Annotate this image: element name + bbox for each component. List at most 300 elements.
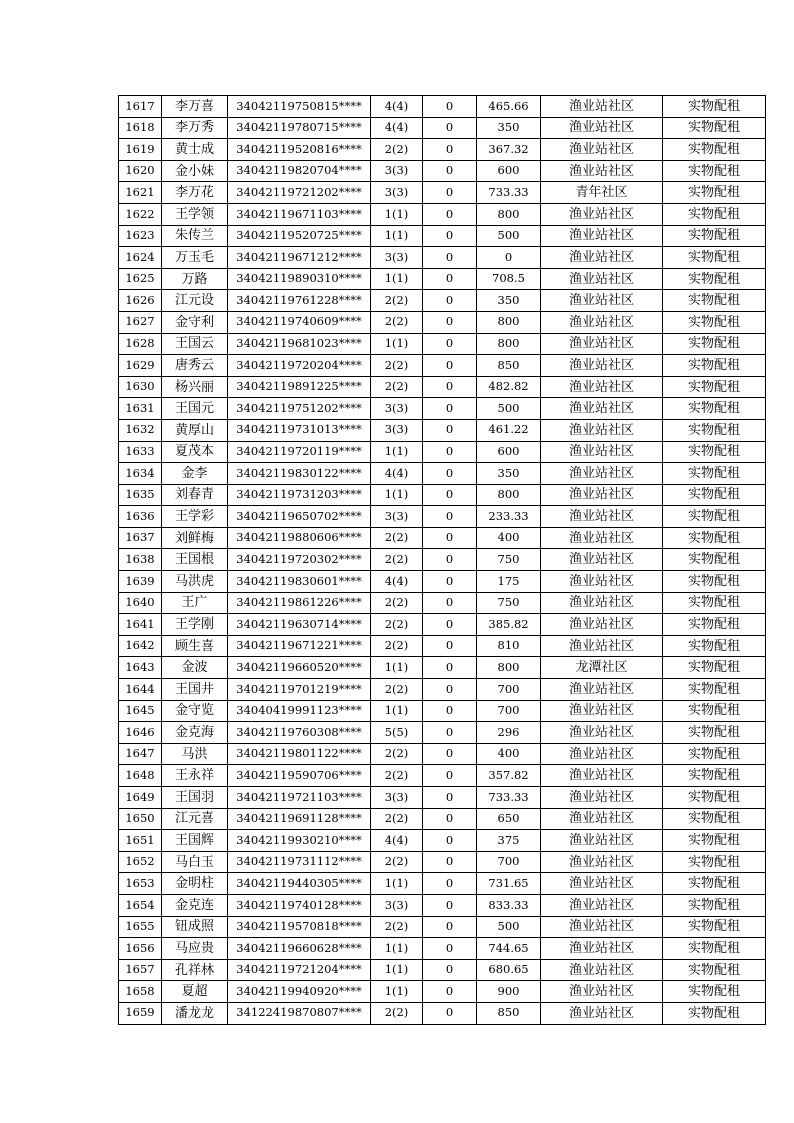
assistance-type-cell: 实物配租 xyxy=(663,1002,766,1024)
community-cell: 渔业站社区 xyxy=(541,203,663,225)
household-size-cell: 3(3) xyxy=(371,247,423,269)
serial-number-cell: 1641 xyxy=(119,614,162,636)
community-cell: 渔业站社区 xyxy=(541,635,663,657)
community-cell: 渔业站社区 xyxy=(541,549,663,571)
amount-cell: 500 xyxy=(477,225,541,247)
zero-value-cell: 0 xyxy=(423,614,477,636)
roster-body xyxy=(119,96,766,1025)
assistance-type-cell: 实物配租 xyxy=(663,527,766,549)
id-number-cell: 34042119660628**** xyxy=(228,938,371,960)
serial-number-cell: 1634 xyxy=(119,463,162,485)
household-size-cell: 1(1) xyxy=(371,938,423,960)
name-cell: 王国辉 xyxy=(162,830,228,852)
serial-number-cell: 1642 xyxy=(119,635,162,657)
name-cell: 金波 xyxy=(162,657,228,679)
serial-number-cell: 1654 xyxy=(119,894,162,916)
serial-number-cell: 1652 xyxy=(119,851,162,873)
table-row xyxy=(119,873,766,895)
zero-value-cell: 0 xyxy=(423,916,477,938)
table-row xyxy=(119,549,766,571)
amount-cell: 350 xyxy=(477,117,541,139)
household-size-cell: 4(4) xyxy=(371,463,423,485)
zero-value-cell: 0 xyxy=(423,268,477,290)
serial-number-cell: 1658 xyxy=(119,981,162,1003)
name-cell: 王国井 xyxy=(162,679,228,701)
table-row xyxy=(119,592,766,614)
household-size-cell: 1(1) xyxy=(371,268,423,290)
amount-cell: 800 xyxy=(477,203,541,225)
assistance-type-cell: 实物配租 xyxy=(663,938,766,960)
id-number-cell: 34042119760308**** xyxy=(228,722,371,744)
zero-value-cell: 0 xyxy=(423,376,477,398)
id-number-cell: 34042119801122**** xyxy=(228,743,371,765)
id-number-cell: 34042119650702**** xyxy=(228,506,371,528)
household-size-cell: 1(1) xyxy=(371,700,423,722)
id-number-cell: 34042119761228**** xyxy=(228,290,371,312)
community-cell: 青年社区 xyxy=(541,182,663,204)
id-number-cell: 34122419870807**** xyxy=(228,1002,371,1024)
id-number-cell: 34042119731013**** xyxy=(228,419,371,441)
household-size-cell: 3(3) xyxy=(371,398,423,420)
name-cell: 李万花 xyxy=(162,182,228,204)
assistance-type-cell: 实物配租 xyxy=(663,139,766,161)
amount-cell: 175 xyxy=(477,571,541,593)
name-cell: 王永祥 xyxy=(162,765,228,787)
community-cell: 渔业站社区 xyxy=(541,679,663,701)
household-size-cell: 2(2) xyxy=(371,527,423,549)
community-cell: 渔业站社区 xyxy=(541,247,663,269)
table-row xyxy=(119,916,766,938)
zero-value-cell: 0 xyxy=(423,830,477,852)
zero-value-cell: 0 xyxy=(423,117,477,139)
id-number-cell: 34042119660520**** xyxy=(228,657,371,679)
serial-number-cell: 1643 xyxy=(119,657,162,679)
zero-value-cell: 0 xyxy=(423,679,477,701)
assistance-type-cell: 实物配租 xyxy=(663,247,766,269)
amount-cell: 744.65 xyxy=(477,938,541,960)
id-number-cell: 34042119880606**** xyxy=(228,527,371,549)
amount-cell: 500 xyxy=(477,398,541,420)
name-cell: 钮成照 xyxy=(162,916,228,938)
serial-number-cell: 1644 xyxy=(119,679,162,701)
assistance-type-cell: 实物配租 xyxy=(663,981,766,1003)
table-row xyxy=(119,160,766,182)
name-cell: 王国云 xyxy=(162,333,228,355)
amount-cell: 375 xyxy=(477,830,541,852)
zero-value-cell: 0 xyxy=(423,441,477,463)
id-number-cell: 34042119731112**** xyxy=(228,851,371,873)
name-cell: 金克连 xyxy=(162,894,228,916)
community-cell: 渔业站社区 xyxy=(541,268,663,290)
assistance-type-cell: 实物配租 xyxy=(663,679,766,701)
zero-value-cell: 0 xyxy=(423,700,477,722)
table-row xyxy=(119,311,766,333)
household-size-cell: 5(5) xyxy=(371,722,423,744)
community-cell: 渔业站社区 xyxy=(541,873,663,895)
id-number-cell: 34042119740128**** xyxy=(228,894,371,916)
housing-roster-table xyxy=(118,95,766,1025)
serial-number-cell: 1617 xyxy=(119,96,162,118)
amount-cell: 800 xyxy=(477,333,541,355)
community-cell: 渔业站社区 xyxy=(541,463,663,485)
name-cell: 马洪虎 xyxy=(162,571,228,593)
name-cell: 江元设 xyxy=(162,290,228,312)
serial-number-cell: 1655 xyxy=(119,916,162,938)
assistance-type-cell: 实物配租 xyxy=(663,160,766,182)
amount-cell: 400 xyxy=(477,743,541,765)
serial-number-cell: 1626 xyxy=(119,290,162,312)
name-cell: 马应贵 xyxy=(162,938,228,960)
household-size-cell: 1(1) xyxy=(371,484,423,506)
amount-cell: 800 xyxy=(477,657,541,679)
id-number-cell: 34042119830601**** xyxy=(228,571,371,593)
table-row xyxy=(119,182,766,204)
serial-number-cell: 1622 xyxy=(119,203,162,225)
community-cell: 渔业站社区 xyxy=(541,96,663,118)
id-number-cell: 34040419991123**** xyxy=(228,700,371,722)
table-row xyxy=(119,743,766,765)
community-cell: 渔业站社区 xyxy=(541,830,663,852)
serial-number-cell: 1621 xyxy=(119,182,162,204)
assistance-type-cell: 实物配租 xyxy=(663,484,766,506)
serial-number-cell: 1629 xyxy=(119,355,162,377)
table-row xyxy=(119,290,766,312)
zero-value-cell: 0 xyxy=(423,851,477,873)
community-cell: 渔业站社区 xyxy=(541,484,663,506)
serial-number-cell: 1619 xyxy=(119,139,162,161)
household-size-cell: 2(2) xyxy=(371,290,423,312)
assistance-type-cell: 实物配租 xyxy=(663,722,766,744)
id-number-cell: 34042119740609**** xyxy=(228,311,371,333)
assistance-type-cell: 实物配租 xyxy=(663,549,766,571)
name-cell: 孔祥林 xyxy=(162,959,228,981)
table-row xyxy=(119,268,766,290)
amount-cell: 600 xyxy=(477,160,541,182)
zero-value-cell: 0 xyxy=(423,787,477,809)
community-cell: 渔业站社区 xyxy=(541,614,663,636)
id-number-cell: 34042119630714**** xyxy=(228,614,371,636)
table-row xyxy=(119,722,766,744)
name-cell: 金小妹 xyxy=(162,160,228,182)
assistance-type-cell: 实物配租 xyxy=(663,571,766,593)
serial-number-cell: 1624 xyxy=(119,247,162,269)
table-row xyxy=(119,614,766,636)
id-number-cell: 34042119721202**** xyxy=(228,182,371,204)
name-cell: 王国元 xyxy=(162,398,228,420)
table-row xyxy=(119,787,766,809)
amount-cell: 900 xyxy=(477,981,541,1003)
serial-number-cell: 1647 xyxy=(119,743,162,765)
name-cell: 王国羽 xyxy=(162,787,228,809)
name-cell: 刘鲜梅 xyxy=(162,527,228,549)
name-cell: 李万秀 xyxy=(162,117,228,139)
name-cell: 唐秀云 xyxy=(162,355,228,377)
assistance-type-cell: 实物配租 xyxy=(663,419,766,441)
zero-value-cell: 0 xyxy=(423,182,477,204)
amount-cell: 833.33 xyxy=(477,894,541,916)
name-cell: 万路 xyxy=(162,268,228,290)
household-size-cell: 4(4) xyxy=(371,830,423,852)
name-cell: 李万喜 xyxy=(162,96,228,118)
household-size-cell: 4(4) xyxy=(371,96,423,118)
serial-number-cell: 1636 xyxy=(119,506,162,528)
table-row xyxy=(119,959,766,981)
amount-cell: 810 xyxy=(477,635,541,657)
table-row xyxy=(119,1002,766,1024)
amount-cell: 700 xyxy=(477,679,541,701)
table-row xyxy=(119,484,766,506)
community-cell: 渔业站社区 xyxy=(541,981,663,1003)
assistance-type-cell: 实物配租 xyxy=(663,873,766,895)
zero-value-cell: 0 xyxy=(423,981,477,1003)
table-row xyxy=(119,571,766,593)
household-size-cell: 1(1) xyxy=(371,981,423,1003)
name-cell: 王广 xyxy=(162,592,228,614)
amount-cell: 600 xyxy=(477,441,541,463)
household-size-cell: 3(3) xyxy=(371,787,423,809)
community-cell: 渔业站社区 xyxy=(541,851,663,873)
zero-value-cell: 0 xyxy=(423,527,477,549)
zero-value-cell: 0 xyxy=(423,959,477,981)
zero-value-cell: 0 xyxy=(423,1002,477,1024)
zero-value-cell: 0 xyxy=(423,160,477,182)
community-cell: 龙潭社区 xyxy=(541,657,663,679)
community-cell: 渔业站社区 xyxy=(541,376,663,398)
assistance-type-cell: 实物配租 xyxy=(663,635,766,657)
id-number-cell: 34042119940920**** xyxy=(228,981,371,1003)
name-cell: 刘春青 xyxy=(162,484,228,506)
community-cell: 渔业站社区 xyxy=(541,355,663,377)
community-cell: 渔业站社区 xyxy=(541,333,663,355)
household-size-cell: 2(2) xyxy=(371,743,423,765)
zero-value-cell: 0 xyxy=(423,743,477,765)
id-number-cell: 34042119861226**** xyxy=(228,592,371,614)
table-row xyxy=(119,765,766,787)
household-size-cell: 2(2) xyxy=(371,311,423,333)
id-number-cell: 34042119520725**** xyxy=(228,225,371,247)
household-size-cell: 1(1) xyxy=(371,333,423,355)
zero-value-cell: 0 xyxy=(423,894,477,916)
amount-cell: 708.5 xyxy=(477,268,541,290)
serial-number-cell: 1639 xyxy=(119,571,162,593)
id-number-cell: 34042119720204**** xyxy=(228,355,371,377)
id-number-cell: 34042119751202**** xyxy=(228,398,371,420)
amount-cell: 750 xyxy=(477,592,541,614)
community-cell: 渔业站社区 xyxy=(541,1002,663,1024)
id-number-cell: 34042119721103**** xyxy=(228,787,371,809)
household-size-cell: 2(2) xyxy=(371,916,423,938)
community-cell: 渔业站社区 xyxy=(541,311,663,333)
serial-number-cell: 1618 xyxy=(119,117,162,139)
name-cell: 潘龙龙 xyxy=(162,1002,228,1024)
amount-cell: 750 xyxy=(477,549,541,571)
household-size-cell: 2(2) xyxy=(371,355,423,377)
serial-number-cell: 1625 xyxy=(119,268,162,290)
table-row xyxy=(119,938,766,960)
serial-number-cell: 1659 xyxy=(119,1002,162,1024)
household-size-cell: 3(3) xyxy=(371,894,423,916)
table-row xyxy=(119,981,766,1003)
serial-number-cell: 1656 xyxy=(119,938,162,960)
community-cell: 渔业站社区 xyxy=(541,959,663,981)
household-size-cell: 2(2) xyxy=(371,808,423,830)
household-size-cell: 3(3) xyxy=(371,419,423,441)
household-size-cell: 3(3) xyxy=(371,160,423,182)
id-number-cell: 34042119830122**** xyxy=(228,463,371,485)
amount-cell: 0 xyxy=(477,247,541,269)
household-size-cell: 3(3) xyxy=(371,506,423,528)
community-cell: 渔业站社区 xyxy=(541,290,663,312)
amount-cell: 350 xyxy=(477,290,541,312)
amount-cell: 233.33 xyxy=(477,506,541,528)
assistance-type-cell: 实物配租 xyxy=(663,830,766,852)
serial-number-cell: 1632 xyxy=(119,419,162,441)
id-number-cell: 34042119520816**** xyxy=(228,139,371,161)
assistance-type-cell: 实物配租 xyxy=(663,203,766,225)
amount-cell: 357.82 xyxy=(477,765,541,787)
name-cell: 黄厚山 xyxy=(162,419,228,441)
table-row xyxy=(119,830,766,852)
community-cell: 渔业站社区 xyxy=(541,117,663,139)
name-cell: 江元喜 xyxy=(162,808,228,830)
id-number-cell: 34042119731203**** xyxy=(228,484,371,506)
assistance-type-cell: 实物配租 xyxy=(663,311,766,333)
serial-number-cell: 1657 xyxy=(119,959,162,981)
serial-number-cell: 1635 xyxy=(119,484,162,506)
id-number-cell: 34042119691128**** xyxy=(228,808,371,830)
amount-cell: 367.32 xyxy=(477,139,541,161)
zero-value-cell: 0 xyxy=(423,247,477,269)
amount-cell: 400 xyxy=(477,527,541,549)
household-size-cell: 4(4) xyxy=(371,117,423,139)
zero-value-cell: 0 xyxy=(423,873,477,895)
assistance-type-cell: 实物配租 xyxy=(663,592,766,614)
name-cell: 朱传兰 xyxy=(162,225,228,247)
name-cell: 王学彩 xyxy=(162,506,228,528)
household-size-cell: 2(2) xyxy=(371,851,423,873)
table-row xyxy=(119,398,766,420)
name-cell: 王学刚 xyxy=(162,614,228,636)
community-cell: 渔业站社区 xyxy=(541,938,663,960)
name-cell: 金李 xyxy=(162,463,228,485)
id-number-cell: 34042119590706**** xyxy=(228,765,371,787)
household-size-cell: 2(2) xyxy=(371,1002,423,1024)
table-row xyxy=(119,635,766,657)
name-cell: 黄士成 xyxy=(162,139,228,161)
assistance-type-cell: 实物配租 xyxy=(663,333,766,355)
id-number-cell: 34042119671212**** xyxy=(228,247,371,269)
zero-value-cell: 0 xyxy=(423,398,477,420)
serial-number-cell: 1646 xyxy=(119,722,162,744)
serial-number-cell: 1638 xyxy=(119,549,162,571)
name-cell: 马白玉 xyxy=(162,851,228,873)
id-number-cell: 34042119930210**** xyxy=(228,830,371,852)
serial-number-cell: 1653 xyxy=(119,873,162,895)
zero-value-cell: 0 xyxy=(423,635,477,657)
community-cell: 渔业站社区 xyxy=(541,808,663,830)
amount-cell: 733.33 xyxy=(477,182,541,204)
serial-number-cell: 1623 xyxy=(119,225,162,247)
table-row xyxy=(119,203,766,225)
assistance-type-cell: 实物配租 xyxy=(663,614,766,636)
community-cell: 渔业站社区 xyxy=(541,700,663,722)
amount-cell: 385.82 xyxy=(477,614,541,636)
id-number-cell: 34042119720119**** xyxy=(228,441,371,463)
serial-number-cell: 1628 xyxy=(119,333,162,355)
household-size-cell: 1(1) xyxy=(371,657,423,679)
id-number-cell: 34042119681023**** xyxy=(228,333,371,355)
zero-value-cell: 0 xyxy=(423,203,477,225)
zero-value-cell: 0 xyxy=(423,311,477,333)
name-cell: 万玉毛 xyxy=(162,247,228,269)
table-row xyxy=(119,225,766,247)
zero-value-cell: 0 xyxy=(423,139,477,161)
amount-cell: 800 xyxy=(477,311,541,333)
serial-number-cell: 1650 xyxy=(119,808,162,830)
community-cell: 渔业站社区 xyxy=(541,419,663,441)
household-size-cell: 2(2) xyxy=(371,679,423,701)
name-cell: 夏茂本 xyxy=(162,441,228,463)
assistance-type-cell: 实物配租 xyxy=(663,851,766,873)
community-cell: 渔业站社区 xyxy=(541,225,663,247)
serial-number-cell: 1620 xyxy=(119,160,162,182)
zero-value-cell: 0 xyxy=(423,463,477,485)
id-number-cell: 34042119570818**** xyxy=(228,916,371,938)
assistance-type-cell: 实物配租 xyxy=(663,959,766,981)
household-size-cell: 4(4) xyxy=(371,571,423,593)
amount-cell: 700 xyxy=(477,851,541,873)
zero-value-cell: 0 xyxy=(423,571,477,593)
id-number-cell: 34042119671221**** xyxy=(228,635,371,657)
household-size-cell: 2(2) xyxy=(371,549,423,571)
table-row xyxy=(119,419,766,441)
zero-value-cell: 0 xyxy=(423,765,477,787)
household-size-cell: 2(2) xyxy=(371,765,423,787)
zero-value-cell: 0 xyxy=(423,722,477,744)
assistance-type-cell: 实物配租 xyxy=(663,290,766,312)
assistance-type-cell: 实物配租 xyxy=(663,506,766,528)
name-cell: 金明柱 xyxy=(162,873,228,895)
household-size-cell: 3(3) xyxy=(371,182,423,204)
assistance-type-cell: 实物配租 xyxy=(663,787,766,809)
serial-number-cell: 1640 xyxy=(119,592,162,614)
assistance-type-cell: 实物配租 xyxy=(663,225,766,247)
community-cell: 渔业站社区 xyxy=(541,527,663,549)
community-cell: 渔业站社区 xyxy=(541,916,663,938)
id-number-cell: 34042119721204**** xyxy=(228,959,371,981)
household-size-cell: 1(1) xyxy=(371,441,423,463)
serial-number-cell: 1651 xyxy=(119,830,162,852)
assistance-type-cell: 实物配租 xyxy=(663,182,766,204)
id-number-cell: 34042119671103**** xyxy=(228,203,371,225)
id-number-cell: 34042119780715**** xyxy=(228,117,371,139)
community-cell: 渔业站社区 xyxy=(541,506,663,528)
table-row xyxy=(119,441,766,463)
community-cell: 渔业站社区 xyxy=(541,894,663,916)
id-number-cell: 34042119701219**** xyxy=(228,679,371,701)
amount-cell: 350 xyxy=(477,463,541,485)
assistance-type-cell: 实物配租 xyxy=(663,355,766,377)
assistance-type-cell: 实物配租 xyxy=(663,376,766,398)
household-size-cell: 2(2) xyxy=(371,614,423,636)
community-cell: 渔业站社区 xyxy=(541,441,663,463)
amount-cell: 465.66 xyxy=(477,96,541,118)
serial-number-cell: 1648 xyxy=(119,765,162,787)
household-size-cell: 2(2) xyxy=(371,635,423,657)
community-cell: 渔业站社区 xyxy=(541,787,663,809)
id-number-cell: 34042119890310**** xyxy=(228,268,371,290)
table-row xyxy=(119,506,766,528)
